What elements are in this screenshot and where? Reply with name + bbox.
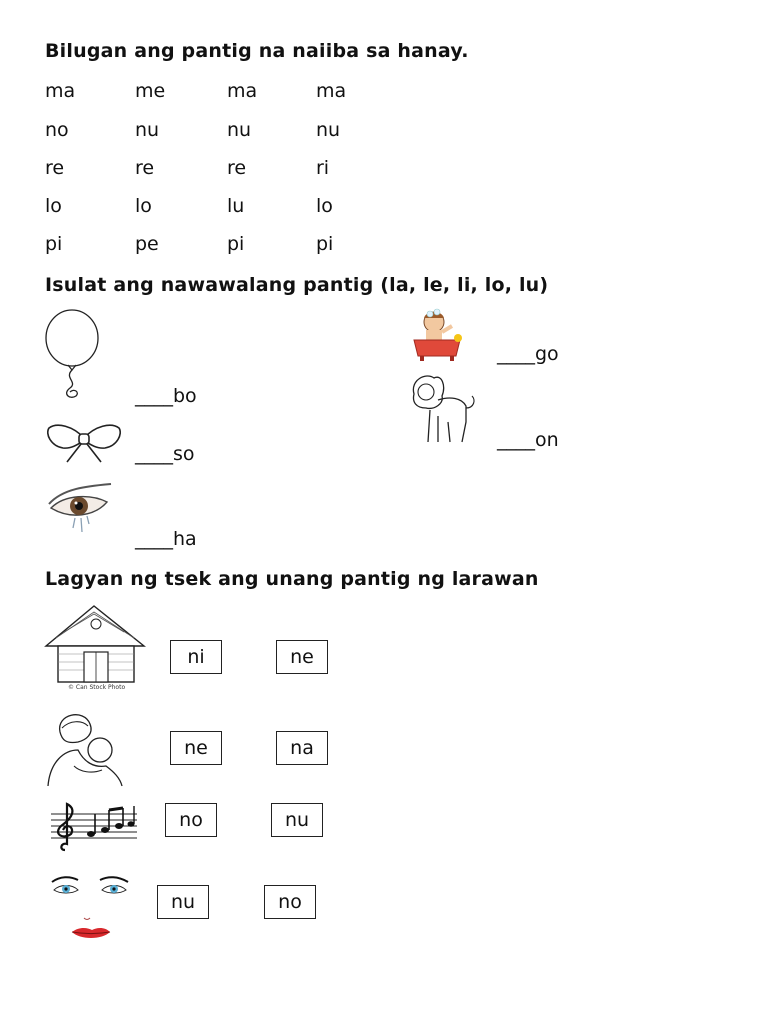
teary-eye-icon (45, 480, 115, 536)
house-icon (44, 602, 146, 686)
syllable[interactable]: nu (227, 119, 252, 141)
section1-heading: Bilugan ang pantig na naiiba sa hanay. (45, 40, 469, 62)
fill-in-blank[interactable]: ____so (135, 443, 195, 465)
child-bathing-icon (412, 308, 466, 364)
option-box[interactable]: nu (157, 885, 209, 919)
syllable[interactable]: pi (316, 233, 334, 255)
syllable[interactable]: pe (135, 233, 159, 255)
syllable[interactable]: no (45, 119, 69, 141)
syllable[interactable]: pi (45, 233, 63, 255)
syllable[interactable]: lu (227, 195, 245, 217)
lion-icon (408, 372, 478, 448)
syllable[interactable]: pi (227, 233, 245, 255)
ribbon-bow-icon (45, 420, 123, 464)
syllable[interactable]: nu (135, 119, 160, 141)
music-notes-icon (47, 800, 139, 854)
syllable[interactable]: ma (316, 80, 347, 102)
fill-in-blank[interactable]: ____ha (135, 528, 197, 550)
syllable[interactable]: lo (316, 195, 333, 217)
mother-and-child-icon (44, 706, 126, 790)
syllable[interactable]: lo (135, 195, 152, 217)
syllable[interactable]: ri (316, 157, 330, 179)
fill-in-blank[interactable]: ____go (497, 343, 559, 365)
copyright-caption: © Can Stock Photo (68, 684, 126, 691)
syllable[interactable]: lo (45, 195, 62, 217)
syllable[interactable]: ma (227, 80, 258, 102)
syllable[interactable]: re (135, 157, 155, 179)
fill-in-blank[interactable]: ____bo (135, 385, 197, 407)
option-box[interactable]: no (264, 885, 316, 919)
fill-in-blank[interactable]: ____on (497, 429, 559, 451)
syllable[interactable]: re (45, 157, 65, 179)
option-box[interactable]: ne (276, 640, 328, 674)
section2-heading: Isulat ang nawawalang pantig (la, le, li, lo, lu) (45, 274, 549, 296)
face-icon (48, 872, 134, 944)
option-box[interactable]: ne (170, 731, 222, 765)
option-box[interactable]: ni (170, 640, 222, 674)
balloon-icon (44, 308, 104, 404)
syllable[interactable]: ma (45, 80, 76, 102)
section3-heading: Lagyan ng tsek ang unang pantig ng larawan (45, 568, 539, 590)
option-box[interactable]: nu (271, 803, 323, 837)
syllable[interactable]: me (135, 80, 166, 102)
option-box[interactable]: na (276, 731, 328, 765)
syllable[interactable]: nu (316, 119, 341, 141)
option-box[interactable]: no (165, 803, 217, 837)
syllable[interactable]: re (227, 157, 247, 179)
